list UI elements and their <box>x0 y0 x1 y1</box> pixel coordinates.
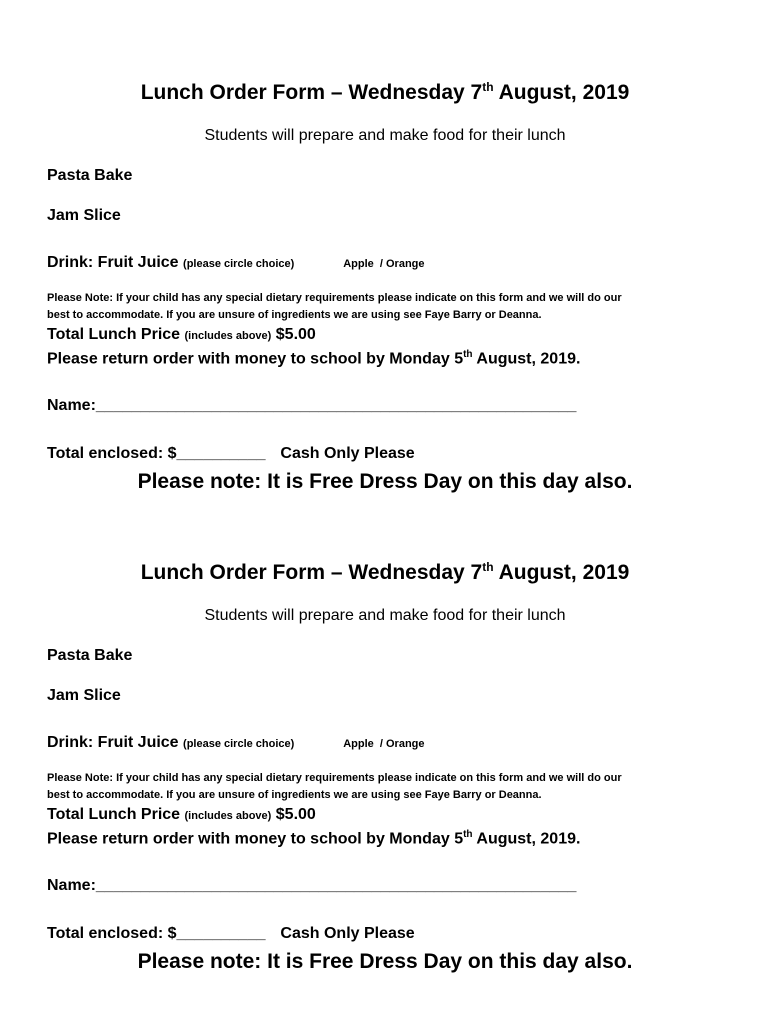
price-row <box>47 806 316 824</box>
note-line-2: best to accommodate. If you are unsure of ingredients we are using see Faye Barry or Deanna. <box>47 789 542 801</box>
drink-options[interactable]: Apple / Orange <box>343 258 425 270</box>
cash-only-text: Cash Only Please <box>280 445 415 462</box>
drink-hint: (please circle choice) <box>183 738 295 750</box>
menu-item-slice: Jam Slice <box>47 207 121 224</box>
price-row <box>47 326 316 344</box>
drink-row <box>47 254 425 272</box>
drink-options[interactable]: Apple / Orange <box>343 738 425 750</box>
note-line-1: Please Note: If your child has any special dietary requirements please indicate on this form and we will do our <box>47 772 622 784</box>
menu-item-pasta: Pasta Bake <box>47 167 133 184</box>
free-dress-note: Please note: It is Free Dress Day on this day also. <box>137 950 633 973</box>
total-enclosed-field[interactable]: Total enclosed: $__________ <box>47 925 266 942</box>
return-date: August, 2019. <box>472 350 581 368</box>
note-line-2: best to accommodate. If you are unsure of ingredients we are using see Faye Barry or Deanna. <box>47 309 542 321</box>
form-subtitle: Students will prepare and make food for their lunch <box>204 127 566 144</box>
price-hint: (includes above) <box>184 330 272 342</box>
free-dress-note: Please note: It is Free Dress Day on this day also. <box>137 470 633 493</box>
drink-row <box>47 734 425 752</box>
cash-only-text: Cash Only Please <box>280 925 415 942</box>
title-text: Lunch Order Form – Wednesday 7 <box>140 561 483 584</box>
title-superscript: th <box>482 80 494 94</box>
total-enclosed-field[interactable]: Total enclosed: $__________ <box>47 445 266 462</box>
title-superscript: th <box>482 560 494 574</box>
dietary-note <box>47 770 622 804</box>
form-title <box>0 80 770 105</box>
price-value: $5.00 <box>275 806 316 823</box>
price-label: Total Lunch Price <box>47 806 181 823</box>
return-text: Please return order with money to school by Monday 5 <box>47 830 464 848</box>
title-date: August, 2019 <box>493 561 630 584</box>
return-superscript: th <box>463 349 473 360</box>
title-date: August, 2019 <box>493 81 630 104</box>
return-instructions <box>47 349 580 368</box>
price-hint: (includes above) <box>184 810 272 822</box>
total-row <box>47 925 415 943</box>
drink-label: Drink: Fruit Juice <box>47 254 179 271</box>
return-text: Please return order with money to school by Monday 5 <box>47 350 464 368</box>
title-text: Lunch Order Form – Wednesday 7 <box>140 81 483 104</box>
dietary-note <box>47 290 622 324</box>
return-date: August, 2019. <box>472 830 581 848</box>
name-field[interactable]: Name:______________________________________________________ <box>47 397 577 414</box>
form-subtitle: Students will prepare and make food for their lunch <box>204 607 566 624</box>
form-title <box>0 560 770 585</box>
menu-item-slice: Jam Slice <box>47 687 121 704</box>
return-superscript: th <box>463 829 473 840</box>
total-row <box>47 445 415 463</box>
return-instructions <box>47 829 580 848</box>
name-field[interactable]: Name:______________________________________________________ <box>47 877 577 894</box>
drink-label: Drink: Fruit Juice <box>47 734 179 751</box>
menu-item-pasta: Pasta Bake <box>47 647 133 664</box>
price-value: $5.00 <box>275 326 316 343</box>
drink-hint: (please circle choice) <box>183 258 295 270</box>
note-line-1: Please Note: If your child has any special dietary requirements please indicate on this form and we will do our <box>47 292 622 304</box>
price-label: Total Lunch Price <box>47 326 181 343</box>
